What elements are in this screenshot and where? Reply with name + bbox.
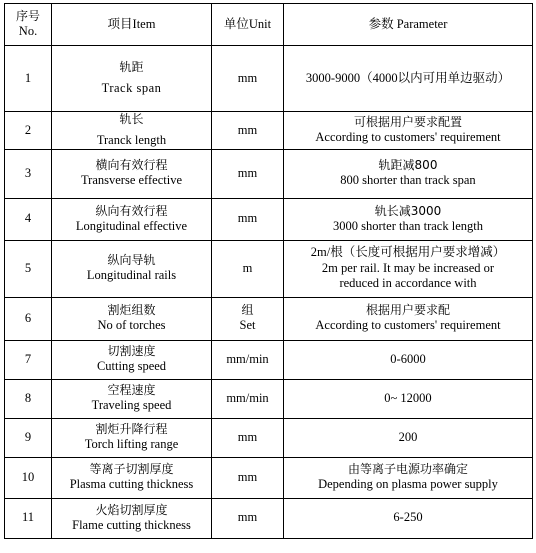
row-number: 6 [24, 310, 32, 325]
parameter-cell [284, 498, 533, 538]
unit-value: m [242, 260, 253, 275]
item-name-en: Flame cutting thickness [72, 517, 191, 532]
unit-value: mm [237, 510, 258, 525]
row-number: 11 [21, 510, 35, 525]
parameter-cell [284, 149, 533, 198]
row-number: 3 [24, 165, 32, 180]
item-cell [52, 379, 212, 418]
row-number-cell [5, 457, 52, 498]
header-item: 项目Item [107, 16, 156, 31]
table-row [5, 149, 533, 198]
header-row [5, 4, 533, 46]
parameter-line: 3000-9000（4000以内可用单边驱动） [305, 70, 511, 85]
parameter-line: Depending on plasma power supply [318, 477, 498, 492]
header-no-en: No. [18, 24, 38, 39]
unit-cell [212, 198, 284, 240]
parameter-line: 可根据用户要求配置 [353, 115, 462, 129]
parameter-cell [284, 340, 533, 379]
item-name-en: No of torches [97, 318, 166, 333]
item-name-en: Track span [101, 81, 162, 96]
parameter-line: 轨长减3000 [374, 203, 442, 218]
row-number-cell [5, 112, 52, 150]
row-number: 1 [24, 70, 32, 85]
table-row [5, 340, 533, 379]
row-number-cell [5, 46, 52, 112]
header-param-cell [284, 4, 533, 46]
table-row [5, 240, 533, 297]
row-number: 9 [24, 429, 32, 444]
unit-value: mm [237, 70, 258, 85]
spec-table-body [5, 4, 533, 539]
item-name-cn: 纵向有效行程 [95, 203, 168, 218]
item-cell [52, 112, 212, 150]
item-cell [52, 149, 212, 198]
row-number-cell [5, 379, 52, 418]
item-name-cn: 割炬组数 [107, 303, 156, 318]
row-number: 7 [24, 351, 32, 366]
item-name-cn: 等离子切割厚度 [89, 462, 174, 477]
parameter-line: According to customers' requirement [315, 318, 501, 333]
spec-table [4, 3, 533, 539]
parameter-line: 由等离子电源功率确定 [347, 462, 468, 477]
parameter-line: 800 shorter than track span [340, 173, 476, 188]
item-name-cn: 横向有效行程 [95, 158, 168, 173]
item-cell [52, 457, 212, 498]
parameter-line: 0~ 12000 [384, 390, 432, 405]
row-number-cell [5, 418, 52, 457]
item-name-en: Tranck length [96, 133, 167, 147]
parameter-cell [284, 457, 533, 498]
parameter-cell [284, 240, 533, 297]
item-cell [52, 340, 212, 379]
parameter-cell [284, 379, 533, 418]
parameter-line: 6-250 [393, 510, 423, 525]
parameter-cell [284, 297, 533, 340]
unit-cell [212, 297, 284, 340]
table-row [5, 46, 533, 112]
item-name-en: Traveling speed [91, 398, 172, 413]
item-name-cn: 火焰切割厚度 [95, 502, 168, 517]
parameter-line: 200 [398, 429, 418, 444]
table-row [5, 198, 533, 240]
table-row [5, 498, 533, 538]
row-number-cell [5, 240, 52, 297]
unit-cell [212, 498, 284, 538]
parameter-line: 0-6000 [390, 351, 426, 366]
header-item-cell [52, 4, 212, 46]
parameter-line: reduced in accordance with [339, 276, 477, 291]
row-number-cell [5, 498, 52, 538]
unit-value: mm/min [226, 390, 269, 405]
unit-value: mm [237, 122, 258, 137]
unit-cell [212, 46, 284, 112]
item-name-en: Cutting speed [96, 359, 167, 374]
item-name-en: Transverse effective [80, 173, 182, 188]
header-unit-cell [212, 4, 284, 46]
header-no-cn: 序号 [15, 9, 40, 24]
item-name-cn: 割炬升降行程 [95, 422, 168, 437]
item-cell [52, 46, 212, 112]
row-number-cell [5, 340, 52, 379]
item-cell [52, 418, 212, 457]
table-row [5, 112, 533, 150]
parameter-line: 轨距减800 [378, 158, 438, 173]
parameter-line: According to customers' requirement [315, 130, 501, 144]
parameter-cell [284, 112, 533, 150]
header-param: 参数 Parameter [368, 16, 448, 31]
parameter-cell [284, 198, 533, 240]
row-number: 10 [21, 469, 35, 484]
row-number-cell [5, 198, 52, 240]
parameter-line: 2m/根（长度可根据用户要求增减） [310, 245, 506, 260]
row-number: 4 [24, 211, 32, 226]
item-name-en: Torch lifting range [84, 437, 179, 452]
parameter-cell [284, 46, 533, 112]
unit-cell [212, 457, 284, 498]
unit-cell [212, 149, 284, 198]
row-number-cell [5, 149, 52, 198]
item-name-cn: 轨距 [119, 60, 144, 75]
unit-cell [212, 112, 284, 150]
unit-cell [212, 340, 284, 379]
unit-value: Set [239, 318, 256, 333]
parameter-line: 3000 shorter than track length [333, 218, 483, 233]
unit-value: mm [237, 165, 258, 180]
unit-value: mm [237, 211, 258, 226]
row-number: 2 [24, 122, 32, 137]
item-name-en: Longitudinal rails [86, 268, 177, 283]
unit-cell [212, 379, 284, 418]
unit-cn: 组 [241, 303, 254, 318]
item-cell [52, 198, 212, 240]
parameter-line: 根据用户要求配 [365, 303, 450, 318]
row-number: 5 [24, 260, 32, 275]
parameter-line: 2m per rail. It may be increased or [321, 260, 495, 275]
row-number: 8 [24, 390, 32, 405]
unit-value: mm [237, 469, 258, 484]
item-name-cn: 纵向导轨 [107, 253, 156, 268]
unit-value: mm [237, 429, 258, 444]
header-unit: 单位Unit [223, 16, 272, 31]
table-row [5, 418, 533, 457]
parameter-cell [284, 418, 533, 457]
unit-cell [212, 418, 284, 457]
item-cell [52, 240, 212, 297]
item-cell [52, 498, 212, 538]
item-name-en: Plasma cutting thickness [69, 477, 194, 492]
table-row [5, 297, 533, 340]
item-cell [52, 297, 212, 340]
item-name-cn: 轨长 [119, 112, 144, 126]
item-name-cn: 空程速度 [107, 383, 156, 398]
table-row [5, 379, 533, 418]
row-number-cell [5, 297, 52, 340]
item-name-en: Longitudinal effective [75, 218, 188, 233]
unit-value: mm/min [226, 351, 269, 366]
header-no-cell [5, 4, 52, 46]
item-name-cn: 切割速度 [107, 344, 156, 359]
unit-cell [212, 240, 284, 297]
table-row [5, 457, 533, 498]
